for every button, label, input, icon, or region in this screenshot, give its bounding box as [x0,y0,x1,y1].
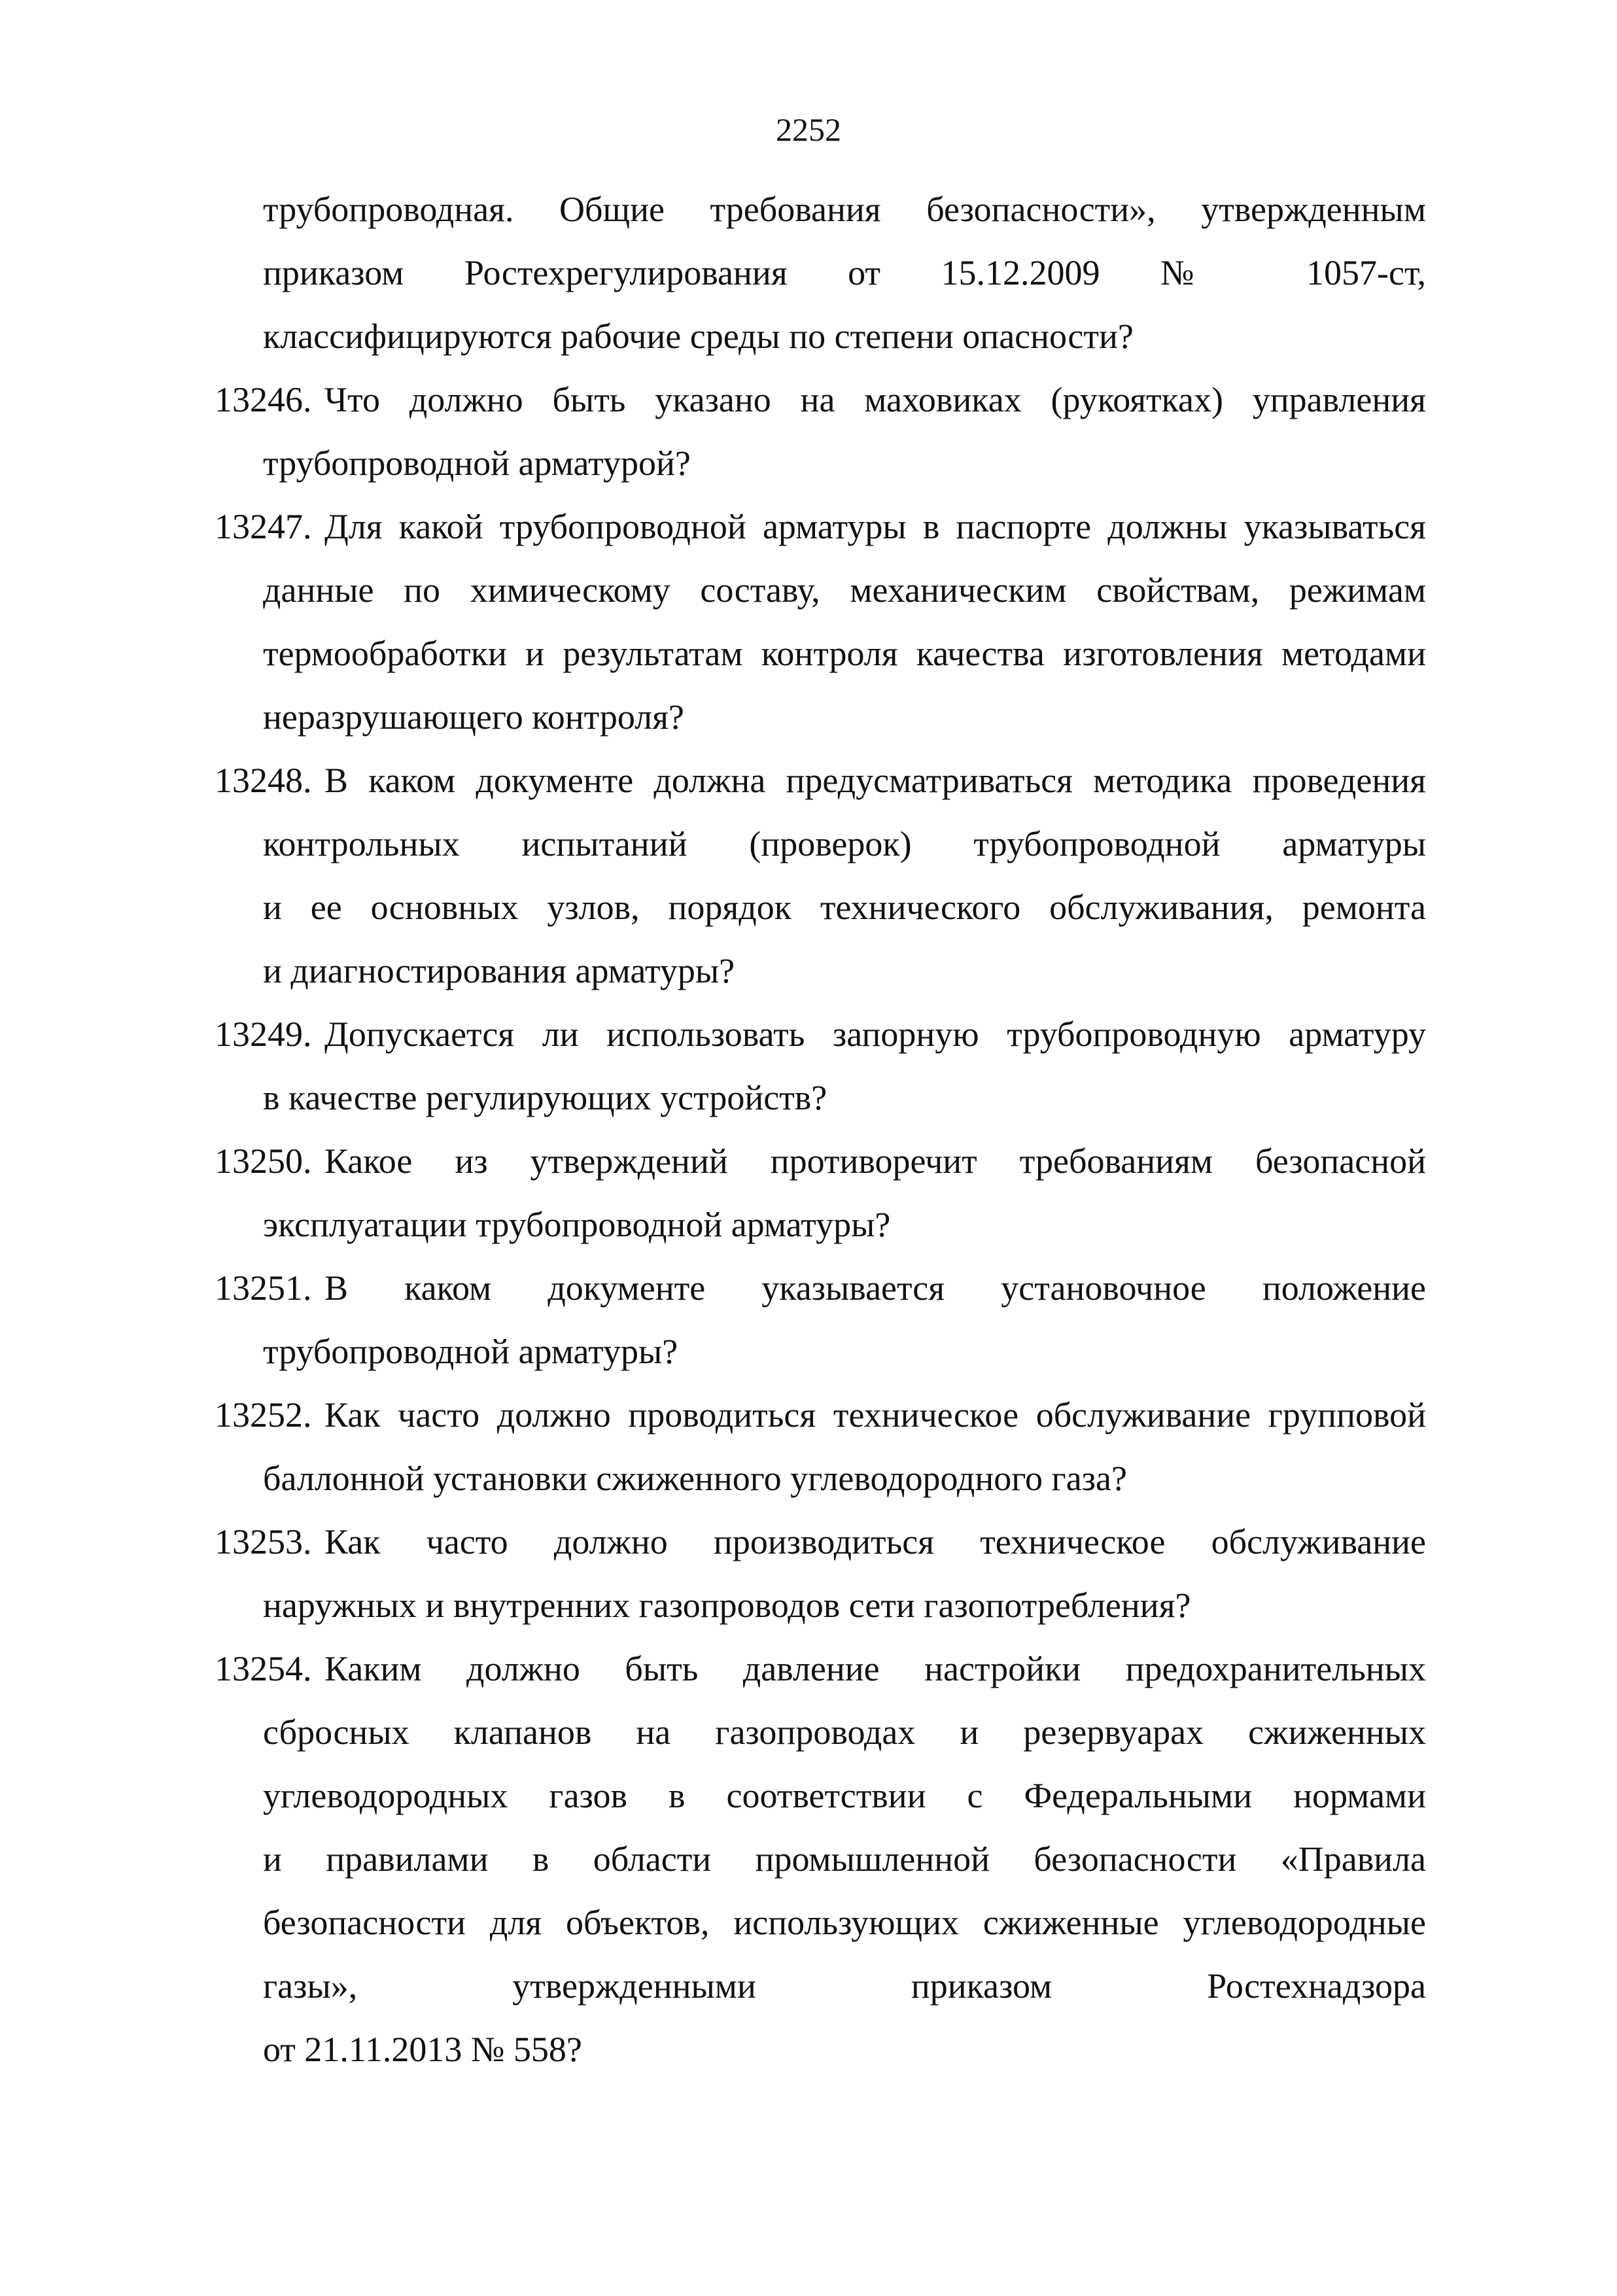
question-text: наружных и внутренних газопроводов сети газопотребления? [263,1586,1191,1625]
question-13253-first-line [215,1510,1426,1574]
question-text: Для какой трубопроводной арматуры в паспорте должны указываться [324,507,1426,546]
question-text: от 21.11.2013 № 558? [263,2030,582,2069]
question-list [215,178,1426,2081]
question-13251-first-line [215,1257,1426,1320]
question-text: Как часто должно проводиться техническое обслуживание групповой [324,1395,1426,1435]
question-text: и диагностирования арматуры? [263,951,735,990]
question-text: баллонной установки сжиженного углеводородного газа? [263,1459,1127,1498]
question-number: 13246. [215,380,312,419]
question-text: эксплуатации трубопроводной арматуры? [263,1205,891,1244]
intro-line: классифицируются рабочие среды по степени опасности? [263,317,1134,356]
question-text: и правилами в области промышленной безопасности «Правила [263,1839,1426,1879]
intro-line: приказом Ростехрегулирования от 15.12.2009 № 1057-ст, [263,253,1426,292]
question-text: Какое из утверждений противоречит требованиям безопасной [324,1141,1426,1181]
question-number: 13252. [215,1395,312,1435]
question-text: в качестве регулирующих устройств? [263,1078,827,1117]
question-number: 13253. [215,1522,312,1561]
question-13247-first-line [215,495,1426,559]
question-text: газы», утвержденными приказом Ростехнадзора [263,1966,1426,2006]
question-text: трубопроводной арматуры? [263,1332,678,1371]
question-text: В каком документе должна предусматриваться методика проведения [324,761,1426,800]
question-text: контрольных испытаний (проверок) трубопроводной арматуры [263,824,1426,863]
question-number: 13248. [215,761,312,800]
question-text: данные по химическому составу, механическим свойствам, режимам [263,570,1426,610]
question-13250-first-line [215,1130,1426,1193]
question-text: Как часто должно производиться техническое обслуживание [324,1522,1426,1561]
question-text: трубопроводной арматурой? [263,444,691,483]
question-13246-first-line [215,368,1426,432]
question-text: неразрушающего контроля? [263,697,684,737]
question-13249-first-line [215,1003,1426,1066]
question-number: 13254. [215,1649,312,1688]
question-text: Что должно быть указано на маховиках (рукоятках) управления [324,380,1426,419]
question-13248-first-line [215,749,1426,812]
question-text: и ее основных узлов, порядок технического обслуживания, ремонта [263,888,1426,927]
question-text: Допускается ли использовать запорную трубопроводную арматуру [324,1015,1426,1054]
question-text: В каком документе указывается установочное положение [324,1268,1426,1308]
question-text: углеводородных газов в соответствии с Федеральными нормами [263,1776,1426,1815]
question-number: 13250. [215,1141,312,1181]
question-number: 13251. [215,1268,312,1308]
question-text: термообработки и результатам контроля качества изготовления методами [263,634,1426,673]
question-13254-first-line [215,1637,1426,1701]
question-text: сбросных клапанов на газопроводах и резервуарах сжиженных [263,1713,1426,1752]
question-number: 13247. [215,507,312,546]
question-text: Каким должно быть давление настройки предохранительных [324,1649,1426,1688]
page-number: 2252 [776,111,841,148]
question-number: 13249. [215,1015,312,1054]
intro-line: трубопроводная. Общие требования безопасности», утвержденным [263,190,1426,229]
question-13252-first-line [215,1383,1426,1447]
question-text: безопасности для объектов, использующих сжиженные углеводородные [263,1903,1426,1942]
